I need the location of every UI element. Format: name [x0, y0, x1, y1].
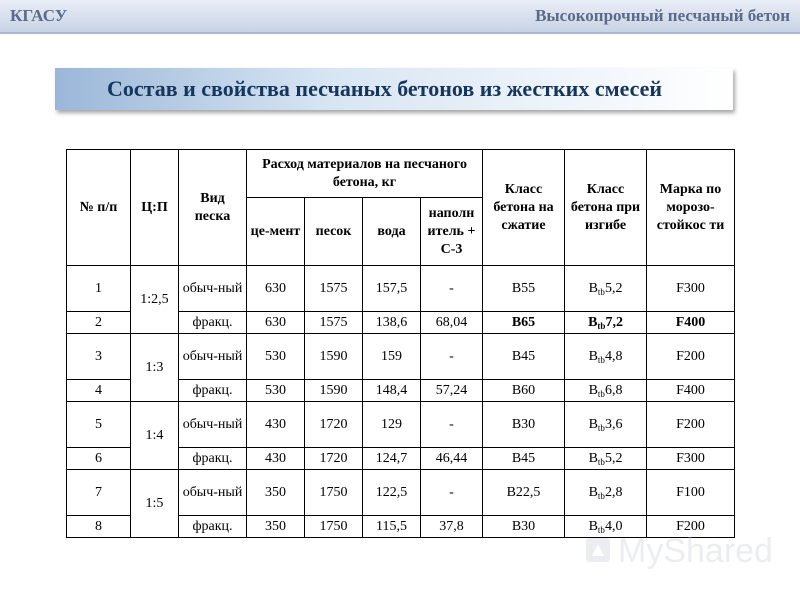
cell-filler: 46,44 — [421, 448, 483, 470]
cell-water: 157,5 — [363, 266, 421, 312]
header-cement: це-мент — [247, 198, 305, 266]
cell-sand: 1575 — [305, 312, 363, 334]
bending-prefix: В — [588, 382, 598, 398]
cell-frost: F200 — [647, 516, 735, 538]
header-row-1 — [67, 150, 735, 198]
header-sand: песок — [305, 198, 363, 266]
cell-cement: 350 — [247, 470, 305, 516]
slide-title: Состав и свойства песчаных бетонов из жестких смесей — [107, 76, 663, 101]
cell-frost: F400 — [647, 380, 735, 402]
cell-ratio: 1:5 — [131, 470, 179, 538]
cell-water: 122,5 — [363, 470, 421, 516]
bending-value: 3,6 — [604, 416, 623, 432]
cell-num: 4 — [67, 380, 131, 402]
cell-cement: 530 — [247, 334, 305, 380]
cell-filler: - — [421, 402, 483, 448]
cell-num: 1 — [67, 266, 131, 312]
table-row — [67, 470, 735, 516]
header-consumption: Расход материалов на песчаного бетона, кг — [247, 150, 483, 198]
header-water: вода — [363, 198, 421, 266]
cell-num: 3 — [67, 334, 131, 380]
bending-prefix: В — [588, 416, 598, 432]
cell-bending — [565, 448, 647, 470]
cell-cement: 350 — [247, 516, 305, 538]
cell-frost: F200 — [647, 402, 735, 448]
slide-title-banner — [55, 68, 733, 110]
cell-sand-type: фракц. — [179, 380, 247, 402]
cell-frost: F200 — [647, 334, 735, 380]
cell-compression: В60 — [483, 380, 565, 402]
header-frost-grade: Марка по морозо-стойкос ти — [647, 150, 735, 266]
bending-subscript: tb — [597, 456, 605, 467]
bending-value: 6,8 — [604, 382, 623, 398]
bending-subscript: tb — [597, 524, 605, 535]
cell-filler: 57,24 — [421, 380, 483, 402]
header-ratio: Ц:П — [131, 150, 179, 266]
bending-subscript: tb — [597, 490, 605, 501]
cell-water: 115,5 — [363, 516, 421, 538]
cell-bending — [565, 312, 647, 334]
cell-compression: В45 — [483, 334, 565, 380]
bending-subscript: tb — [597, 422, 605, 433]
bending-subscript: tb — [597, 388, 605, 399]
cell-filler: - — [421, 334, 483, 380]
cell-filler: 37,8 — [421, 516, 483, 538]
cell-water: 124,7 — [363, 448, 421, 470]
watermark-text: MyShared — [618, 532, 773, 570]
cell-num: 8 — [67, 516, 131, 538]
cell-compression: В30 — [483, 402, 565, 448]
cell-cement: 530 — [247, 380, 305, 402]
bending-subscript: tb — [597, 320, 606, 331]
top-bar — [0, 0, 800, 34]
cell-sand-type: фракц. — [179, 312, 247, 334]
cell-bending — [565, 266, 647, 312]
bending-value: 5,2 — [604, 450, 623, 466]
cell-sand: 1750 — [305, 470, 363, 516]
cell-sand-type: фракц. — [179, 448, 247, 470]
bending-prefix: В — [588, 348, 598, 364]
table-body — [67, 266, 735, 538]
cell-frost: F100 — [647, 470, 735, 516]
cell-filler: - — [421, 266, 483, 312]
cell-sand-type: обыч-ный — [179, 266, 247, 312]
cell-num: 2 — [67, 312, 131, 334]
cell-water: 159 — [363, 334, 421, 380]
cell-compression: В55 — [483, 266, 565, 312]
bending-prefix: В — [588, 314, 598, 330]
bending-value: 7,2 — [605, 314, 623, 330]
cell-cement: 630 — [247, 266, 305, 312]
bending-prefix: В — [588, 450, 598, 466]
bending-prefix: В — [588, 280, 598, 296]
cell-ratio: 1:4 — [131, 402, 179, 470]
header-num: № п/п — [67, 150, 131, 266]
cell-compression: В30 — [483, 516, 565, 538]
cell-frost: F300 — [647, 266, 735, 312]
cell-filler: 68,04 — [421, 312, 483, 334]
presentation-title: Высокопрочный песчаный бетон — [535, 6, 790, 25]
cell-ratio: 1:2,5 — [131, 266, 179, 334]
cell-ratio: 1:3 — [131, 334, 179, 402]
cell-sand: 1590 — [305, 334, 363, 380]
cell-sand: 1720 — [305, 402, 363, 448]
concrete-properties-table — [66, 149, 735, 538]
cell-compression: В65 — [483, 312, 565, 334]
cell-num: 6 — [67, 448, 131, 470]
cell-cement: 630 — [247, 312, 305, 334]
table-row — [67, 334, 735, 380]
cell-sand-type: обыч-ный — [179, 402, 247, 448]
cell-sand: 1720 — [305, 448, 363, 470]
cell-sand-type: обыч-ный — [179, 470, 247, 516]
brand-label: КГАСУ — [10, 6, 68, 25]
cell-compression: В22,5 — [483, 470, 565, 516]
cell-sand: 1575 — [305, 266, 363, 312]
cell-num: 7 — [67, 470, 131, 516]
cell-bending — [565, 470, 647, 516]
header-filler: наполн итель + С-3 — [421, 198, 483, 266]
table-row — [67, 402, 735, 448]
cell-sand: 1750 — [305, 516, 363, 538]
cell-frost: F300 — [647, 448, 735, 470]
cell-filler: - — [421, 470, 483, 516]
cell-water: 138,6 — [363, 312, 421, 334]
bending-prefix: В — [588, 518, 598, 534]
cell-frost: F400 — [647, 312, 735, 334]
bending-value: 4,8 — [604, 348, 623, 364]
cell-water: 129 — [363, 402, 421, 448]
bending-value: 4,0 — [604, 518, 623, 534]
header-sand-type: Вид песка — [179, 150, 247, 266]
bending-subscript: tb — [597, 354, 605, 365]
cell-bending — [565, 402, 647, 448]
cell-bending — [565, 334, 647, 380]
cell-water: 148,4 — [363, 380, 421, 402]
cell-num: 5 — [67, 402, 131, 448]
cell-cement: 430 — [247, 448, 305, 470]
cell-sand-type: фракц. — [179, 516, 247, 538]
myshared-logo-icon — [584, 536, 612, 564]
cell-compression: В45 — [483, 448, 565, 470]
bending-prefix: В — [588, 484, 598, 500]
watermark — [582, 526, 773, 586]
cell-sand: 1590 — [305, 380, 363, 402]
header-bending-class: Класс бетона при изгибе — [565, 150, 647, 266]
cell-bending — [565, 380, 647, 402]
bending-value: 5,2 — [604, 280, 623, 296]
table-row — [67, 266, 735, 312]
bending-value: 2,8 — [604, 484, 623, 500]
cell-sand-type: обыч-ный — [179, 334, 247, 380]
header-compression-class: Класс бетона на сжатие — [483, 150, 565, 266]
bending-subscript: tb — [597, 286, 605, 297]
cell-cement: 430 — [247, 402, 305, 448]
